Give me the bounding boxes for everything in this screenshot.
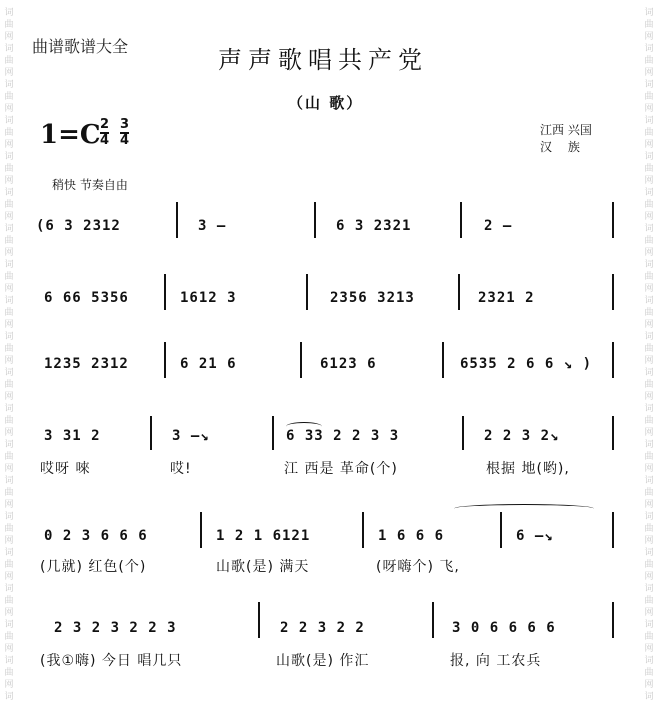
watermark-glyph: 词	[644, 152, 654, 162]
watermark-glyph: 词	[644, 512, 654, 522]
watermark-glyph: 曲	[4, 272, 14, 282]
watermark-glyph: 曲	[644, 344, 654, 354]
measure: 2321 2	[478, 290, 535, 306]
watermark-glyph: 曲	[4, 92, 14, 102]
barline	[150, 416, 152, 450]
lyric: 哎呀 唻	[40, 461, 91, 477]
barline	[442, 342, 444, 378]
measure: 3 –↘	[172, 428, 210, 444]
watermark-glyph: 词	[4, 80, 14, 90]
measure: 2 2 3 2↘	[484, 428, 560, 444]
measure: 2 3 2 3 2 2 3	[54, 620, 177, 636]
watermark-glyph: 曲	[4, 596, 14, 606]
barline	[612, 274, 614, 310]
watermark-glyph: 网	[644, 356, 654, 366]
watermark-glyph: 网	[4, 608, 14, 618]
barline	[164, 274, 166, 310]
watermark-glyph: 网	[4, 500, 14, 510]
watermark-glyph: 词	[4, 368, 14, 378]
barline	[500, 512, 502, 548]
watermark-glyph: 网	[644, 212, 654, 222]
watermark-glyph: 网	[644, 248, 654, 258]
barline	[432, 602, 434, 638]
barline	[612, 602, 614, 638]
measure: 3 31 2	[44, 428, 101, 444]
watermark-glyph: 网	[644, 644, 654, 654]
watermark-glyph: 词	[4, 296, 14, 306]
measure: 6 –↘	[516, 528, 554, 544]
watermark-glyph: 网	[4, 140, 14, 150]
watermark-glyph: 曲	[644, 632, 654, 642]
measure: 6123 6	[320, 356, 377, 372]
measure: 6 3 2321	[336, 218, 412, 234]
watermark-glyph: 曲	[4, 380, 14, 390]
origin-province: 江西 兴国	[540, 123, 592, 137]
watermark-glyph: 网	[4, 32, 14, 42]
barline	[164, 342, 166, 378]
measure: 1612 3	[180, 290, 237, 306]
watermark-glyph: 网	[4, 464, 14, 474]
watermark-glyph: 曲	[644, 560, 654, 570]
watermark-glyph: 网	[644, 572, 654, 582]
staff-row-4	[0, 412, 658, 477]
watermark-glyph: 词	[644, 548, 654, 558]
watermark-glyph: 网	[644, 536, 654, 546]
watermark-glyph: 词	[4, 260, 14, 270]
watermark-glyph: 词	[4, 152, 14, 162]
watermark-glyph: 词	[644, 440, 654, 450]
measure: 6535 2 6 6 ↘ )	[460, 356, 593, 372]
watermark-glyph: 网	[4, 572, 14, 582]
watermark-glyph: 网	[644, 392, 654, 402]
staff-row-2	[0, 272, 658, 332]
watermark-glyph: 词	[644, 620, 654, 630]
watermark-glyph: 曲	[644, 128, 654, 138]
measure: 2 –	[484, 218, 513, 234]
watermark-glyph: 词	[4, 476, 14, 486]
watermark-glyph: 曲	[4, 452, 14, 462]
watermark-glyph: 网	[4, 104, 14, 114]
barline	[306, 274, 308, 310]
watermark-glyph: 词	[4, 512, 14, 522]
lyric: 山歌(是) 作汇	[276, 653, 370, 669]
barline	[272, 416, 274, 450]
watermark-glyph: 曲	[644, 236, 654, 246]
watermark-glyph: 网	[644, 176, 654, 186]
watermark-glyph: 网	[4, 176, 14, 186]
watermark-glyph: 词	[4, 116, 14, 126]
watermark-glyph: 词	[4, 692, 14, 702]
barline	[300, 342, 302, 378]
watermark-glyph: 网	[4, 392, 14, 402]
watermark-glyph: 词	[644, 296, 654, 306]
barline	[462, 416, 464, 450]
watermark-glyph: 网	[4, 356, 14, 366]
lyric: 报, 向 工农兵	[450, 653, 542, 669]
staff-row-1	[0, 200, 658, 260]
watermark-glyph: 曲	[4, 236, 14, 246]
watermark-glyph: 曲	[4, 668, 14, 678]
watermark-glyph: 词	[4, 620, 14, 630]
watermark-glyph: 词	[4, 404, 14, 414]
watermark-glyph: 网	[644, 104, 654, 114]
measure: 6 21 6	[180, 356, 237, 372]
watermark-glyph: 曲	[644, 272, 654, 282]
watermark-glyph: 曲	[4, 524, 14, 534]
watermark-glyph: 网	[644, 32, 654, 42]
watermark-glyph: 词	[644, 404, 654, 414]
watermark-glyph: 曲	[644, 380, 654, 390]
watermark-glyph: 曲	[644, 20, 654, 30]
measure: 2 2 3 2 2	[280, 620, 365, 636]
watermark-glyph: 词	[4, 332, 14, 342]
watermark-glyph: 网	[4, 284, 14, 294]
watermark-glyph: 网	[4, 644, 14, 654]
barline	[200, 512, 202, 548]
watermark-glyph: 网	[4, 536, 14, 546]
site-label: 曲谱歌谱大全	[32, 37, 129, 56]
measure: 1 6 6 6	[378, 528, 445, 544]
watermark-glyph: 网	[4, 68, 14, 78]
watermark-glyph: 曲	[644, 92, 654, 102]
watermark-glyph: 曲	[644, 56, 654, 66]
watermark-glyph: 曲	[4, 632, 14, 642]
watermark-glyph: 曲	[4, 560, 14, 570]
barline	[612, 342, 614, 378]
watermark-glyph: 词	[644, 116, 654, 126]
watermark-glyph: 词	[4, 8, 14, 18]
measure: 2356 3213	[330, 290, 415, 306]
watermark-glyph: 词	[4, 224, 14, 234]
lyric: 根据 地(哟),	[486, 461, 570, 477]
watermark-glyph: 网	[4, 680, 14, 690]
lyric: 山歌(是) 满天	[216, 559, 310, 575]
watermark-glyph: 曲	[644, 524, 654, 534]
origin-ethnicity: 汉 族	[540, 140, 580, 154]
watermark-glyph: 曲	[4, 128, 14, 138]
watermark-glyph: 曲	[644, 452, 654, 462]
lyric: (我①嗨) 今日 唱几只	[40, 653, 183, 669]
watermark-glyph: 网	[644, 500, 654, 510]
watermark-glyph: 曲	[644, 200, 654, 210]
watermark-glyph: 曲	[4, 308, 14, 318]
measure: 1235 2312	[44, 356, 129, 372]
measure: 3 –	[198, 218, 227, 234]
staff-row-5	[0, 508, 658, 575]
watermark-glyph: 曲	[644, 596, 654, 606]
watermark-glyph: 词	[644, 188, 654, 198]
watermark-glyph: 词	[4, 656, 14, 666]
watermark-glyph: 网	[644, 284, 654, 294]
song-title: 声声歌唱共产党	[218, 46, 428, 74]
tempo-marking: 稍快 节奏自由	[52, 178, 128, 192]
tie	[454, 504, 594, 513]
measure: 6 33 2 2 3 3	[286, 428, 400, 444]
barline	[460, 202, 462, 238]
watermark-glyph: 曲	[644, 164, 654, 174]
watermark-glyph: 词	[644, 332, 654, 342]
watermark-glyph: 词	[4, 440, 14, 450]
watermark-glyph: 网	[644, 428, 654, 438]
watermark-glyph: 词	[644, 656, 654, 666]
barline	[258, 602, 260, 638]
measure: 6 66 5356	[44, 290, 129, 306]
watermark-glyph: 词	[4, 188, 14, 198]
measure: (6 3 2312	[36, 218, 121, 234]
watermark-glyph: 网	[644, 320, 654, 330]
watermark-glyph: 词	[4, 584, 14, 594]
barline	[176, 202, 178, 238]
watermark-glyph: 曲	[644, 668, 654, 678]
barline	[314, 202, 316, 238]
watermark-glyph: 曲	[4, 164, 14, 174]
watermark-glyph: 词	[644, 584, 654, 594]
measure: 1 2 1 6121	[216, 528, 311, 544]
time-signature-2: $\frac{3}{4}$	[120, 117, 130, 148]
watermark-glyph: 网	[644, 140, 654, 150]
song-subtitle: （山 歌）	[288, 94, 364, 112]
watermark-glyph: 词	[644, 260, 654, 270]
watermark-glyph: 词	[644, 44, 654, 54]
watermark-glyph: 曲	[644, 308, 654, 318]
watermark-glyph: 曲	[644, 488, 654, 498]
barline	[362, 512, 364, 548]
watermark-glyph: 网	[644, 680, 654, 690]
watermark-glyph: 网	[644, 608, 654, 618]
watermark-glyph: 曲	[4, 344, 14, 354]
staff-row-3	[0, 342, 658, 402]
watermark-glyph: 网	[644, 68, 654, 78]
measure: 3 0 6 6 6 6	[452, 620, 556, 636]
watermark-glyph: 词	[4, 548, 14, 558]
watermark-glyph: 词	[4, 44, 14, 54]
watermark-glyph: 曲	[644, 416, 654, 426]
origin-info	[540, 122, 592, 156]
watermark-glyph: 曲	[4, 56, 14, 66]
watermark-glyph: 词	[644, 692, 654, 702]
watermark-glyph: 网	[4, 320, 14, 330]
barline	[612, 202, 614, 238]
watermark-glyph: 词	[644, 8, 654, 18]
watermark-glyph: 曲	[4, 200, 14, 210]
barline	[458, 274, 460, 310]
watermark-glyph: 曲	[4, 416, 14, 426]
watermark-glyph: 词	[644, 476, 654, 486]
watermark-glyph: 曲	[4, 20, 14, 30]
watermark-glyph: 网	[4, 428, 14, 438]
barline	[612, 416, 614, 450]
watermark-glyph: 词	[644, 224, 654, 234]
barline	[612, 512, 614, 548]
staff-row-6	[0, 606, 658, 669]
measure: 0 2 3 6 6 6	[44, 528, 148, 544]
watermark-glyph: 曲	[4, 488, 14, 498]
lyric: 哎!	[170, 461, 192, 477]
time-signature-1: $\frac{2}{4}$	[100, 117, 110, 148]
lyric: (几就) 红色(个)	[40, 559, 147, 575]
watermark-glyph: 网	[4, 248, 14, 258]
watermark-glyph: 网	[4, 212, 14, 222]
watermark-glyph: 词	[644, 368, 654, 378]
lyric: 江 西是 革命(个)	[284, 461, 398, 477]
watermark-glyph: 网	[644, 464, 654, 474]
lyric: (呀嗨个) 飞,	[376, 559, 460, 575]
watermark-glyph: 词	[644, 80, 654, 90]
key-signature: 1=C	[40, 120, 101, 150]
